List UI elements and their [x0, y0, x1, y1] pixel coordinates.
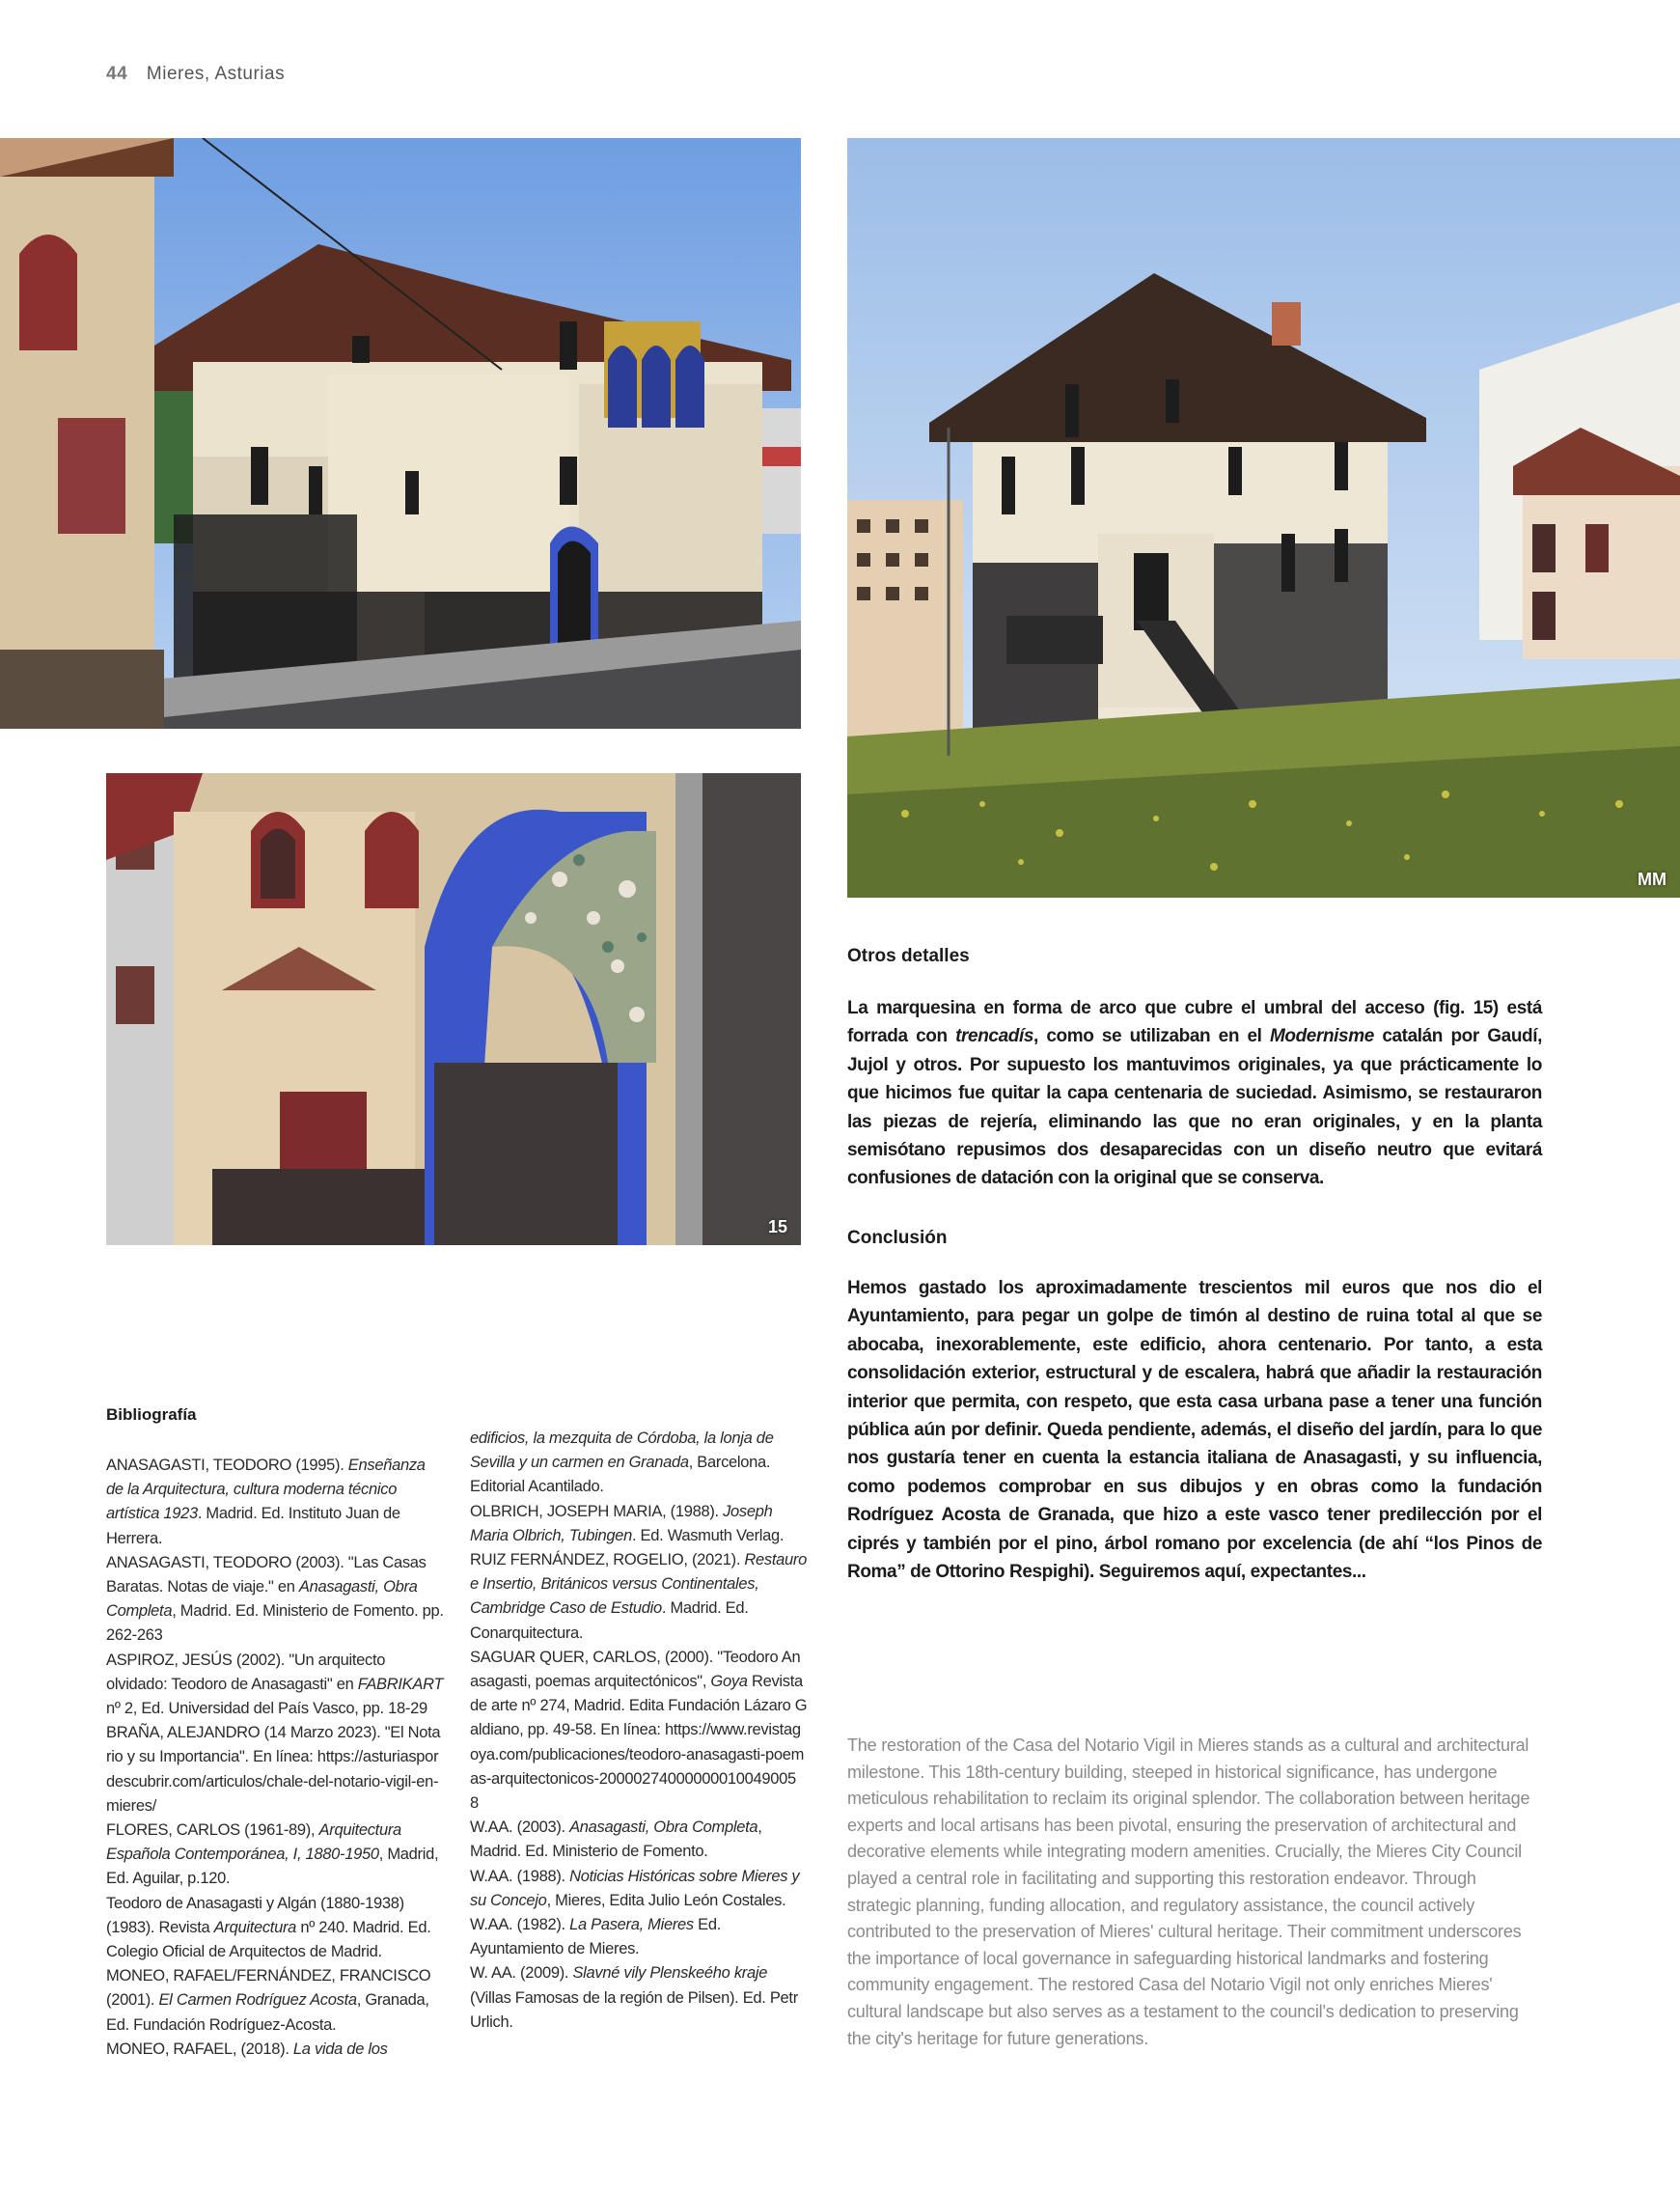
- section-heading-conclusion: Conclusión: [847, 1228, 948, 1248]
- text-run: catalán por Gaudí, Jujol y otros. Por supuesto los mantuvimos originales, ya que prácticamente lo que hicimos fue quitar la capa centenaria de suciedad. Asimismo, se restauraron las piezas de rejería, eliminando las que no eran originales, y en la planta semisótano repusimos dos desaparecidas con un diseño neutro que evitará confusiones de datación con la original que se conserva.: [847, 1026, 1543, 1189]
- bibliography-entry: OLBRICH, JOSEPH MARIA, (1988). Joseph Maria Olbrich, Tubingen. Ed. Wasmuth Verlag.: [470, 1502, 785, 1544]
- bibliography-entry: RUIZ FERNÁNDEZ, ROGELIO, (2021). Restauro e Insertio, Británicos versus Continentales, Cambridge Caso de Estudio. Madrid. Ed. Conarquitectura.: [470, 1551, 807, 1642]
- bibliography-entry: ASPIROZ, JESÚS (2002). "Un arquitecto olvidado: Teodoro de Anasagasti" en FABRIKART nº 2, Ed. Universidad del País Vasco, pp. 18-29: [106, 1651, 444, 1718]
- bibliography-heading: Bibliografía: [106, 1405, 197, 1424]
- bibliography-entry: ANASAGASTI, TEODORO (1995). Enseñanza de la Arquitectura, cultura moderna técnico artística 1923. Madrid. Ed. Instituto Juan de Herrera.: [106, 1457, 426, 1547]
- photo-street-view: [0, 138, 801, 729]
- bibliography-entry: MONEO, RAFAEL/FERNÁNDEZ, FRANCISCO (2001). El Carmen Rodríguez Acosta, Granada, Ed. Fundación Rodríguez-Acosta.: [106, 1967, 431, 2034]
- text-run: La marquesina en forma de arco que cubre el umbral del acceso (fig. 15) está forrada con: [847, 998, 1542, 1047]
- bibliography-entry: ANASAGASTI, TEODORO (2003). "Las Casas Baratas. Notas de viaje." en Anasagasti, Obra Completa, Madrid. Ed. Ministerio de Fomento. pp. 262-263: [106, 1553, 444, 1645]
- photo-credit-label: MM: [1638, 870, 1666, 889]
- bibliography-entry: edificios, la mezquita de Córdoba, la lonja de Sevilla y un carmen en Granada, Barcelona. Editorial Acantilado.: [470, 1430, 774, 1496]
- bibliography-entry: Teodoro de Anasagasti y Algán (1880-1938) (1983). Revista Arquitectura nº 240. Madrid. Ed. Colegio Oficial de Arquitectos de Madrid.: [106, 1894, 431, 1961]
- text-run: , como se utilizaban en el: [1033, 1026, 1270, 1047]
- text-run-italic: Modernisme: [1269, 1026, 1374, 1047]
- bibliography-entry: MONEO, RAFAEL, (2018). La vida de los: [106, 2040, 388, 2058]
- bibliography-column-1: [106, 1454, 444, 2062]
- conclusion-paragraph: Hemos gastado los aproximadamente trescientos mil euros que nos dio el Ayuntamiento, para pegar un golpe de timón al destino de ruina total al que se abocaba, inexorablemente, este edificio, ahora centenario. Por tanto, a esta consolidación exterior, estructural y de escalera, habrá que añadir la restauración interior que permita, con respeto, que esta casa urbana pase a tener una función pública aún por definir. Queda pendiente, además, el diseño del jardín, para lo que nos gustaría tener en cuenta la estancia italiana de Anasagasti, y su influencia, como podemos comprobar en sus dibujos y en obras como la fundación Rodríguez Acosta de Granada, que hizo a este vasco tener predilección por el ciprés y también por el pino, árbol romano por excelencia (de ahí “los Pinos de Roma” de Ottorino Respighi). Seguiremos aquí, expectantes...: [847, 1278, 1542, 1583]
- bibliography-entry: FLORES, CARLOS (1961-89), Arquitectura Española Contemporánea, I, 1880-1950, Madrid, Ed. Aguilar, p.120.: [106, 1821, 439, 1888]
- text-run-italic: trencadís: [955, 1026, 1034, 1047]
- section-heading-otros: Otros detalles: [847, 946, 970, 966]
- bibliography-column-2: [470, 1427, 808, 2035]
- bibliography-entry: BRAÑA, ALEJANDRO (14 Marzo 2023). "El Notario y su Importancia". En línea: https://asturiaspordescubrir.com/articulos/chale-del-notario-vigil-en-mieres/: [106, 1724, 441, 1815]
- page-header: [106, 64, 285, 85]
- section-body-conclusion: [847, 1274, 1542, 1586]
- bibliography-entry: W.AA. (2003). Anasagasti, Obra Completa, Madrid. Ed. Ministerio de Fomento.: [470, 1818, 762, 1861]
- photo-arch-detail: [106, 773, 801, 1245]
- section-body-otros: [847, 994, 1542, 1193]
- bibliography-entry: SAGUAR QUER, CARLOS, (2000). "Teodoro Anasagasti, poemas arquitectónicos", Goya Revista de arte nº 274, Madrid. Edita Fundación Lázaro Galdiano, pp. 49-58. En línea: https://www.revistagoya.com/publicaciones/teodoro-anasagasti-poemas-arquitectonicos-20000274000000010049005 8: [470, 1648, 808, 1813]
- bibliography-entry: W.AA. (1988). Noticias Históricas sobre Mieres y su Concejo, Mieres, Edita Julio León Costales.: [470, 1867, 800, 1909]
- photo-garden-view: [847, 138, 1680, 898]
- bibliography-entry: W. AA. (2009). Slavné vily Plenskeého kraje (Villas Famosas de la región de Pilsen). Ed. Petr Urlich.: [470, 1964, 798, 2031]
- figure-number-label: 15: [767, 1217, 787, 1236]
- bibliography-entry: W.AA. (1982). La Pasera, Mieres Ed. Ayuntamiento de Mieres.: [470, 1916, 722, 1958]
- page-number: 44: [106, 64, 128, 84]
- english-summary: The restoration of the Casa del Notario Vigil in Mieres stands as a cultural and architectural milestone. This 18th-century building, steeped in historical significance, has undergone meticulous rehabilitation to reclaim its original splendor. The collaboration between heritage experts and local artisans has been pivotal, ensuring the preservation of architectural and decorative elements while integrating modern amenities. Crucially, the Mieres City Council played a central role in facilitating and supporting this restoration endeavor. Through strategic planning, funding allocation, and regulatory assistance, the council actively contributed to the preservation of Mieres' cultural heritage. Their commitment underscores the importance of local governance in safeguarding historical landmarks and fostering community engagement. The restored Casa del Notario Vigil not only enriches Mieres' cultural landscape but also serves as a testament to the council's dedication to preserving the city's heritage for future generations.: [847, 1735, 1530, 2048]
- running-title: Mieres, Asturias: [146, 64, 286, 84]
